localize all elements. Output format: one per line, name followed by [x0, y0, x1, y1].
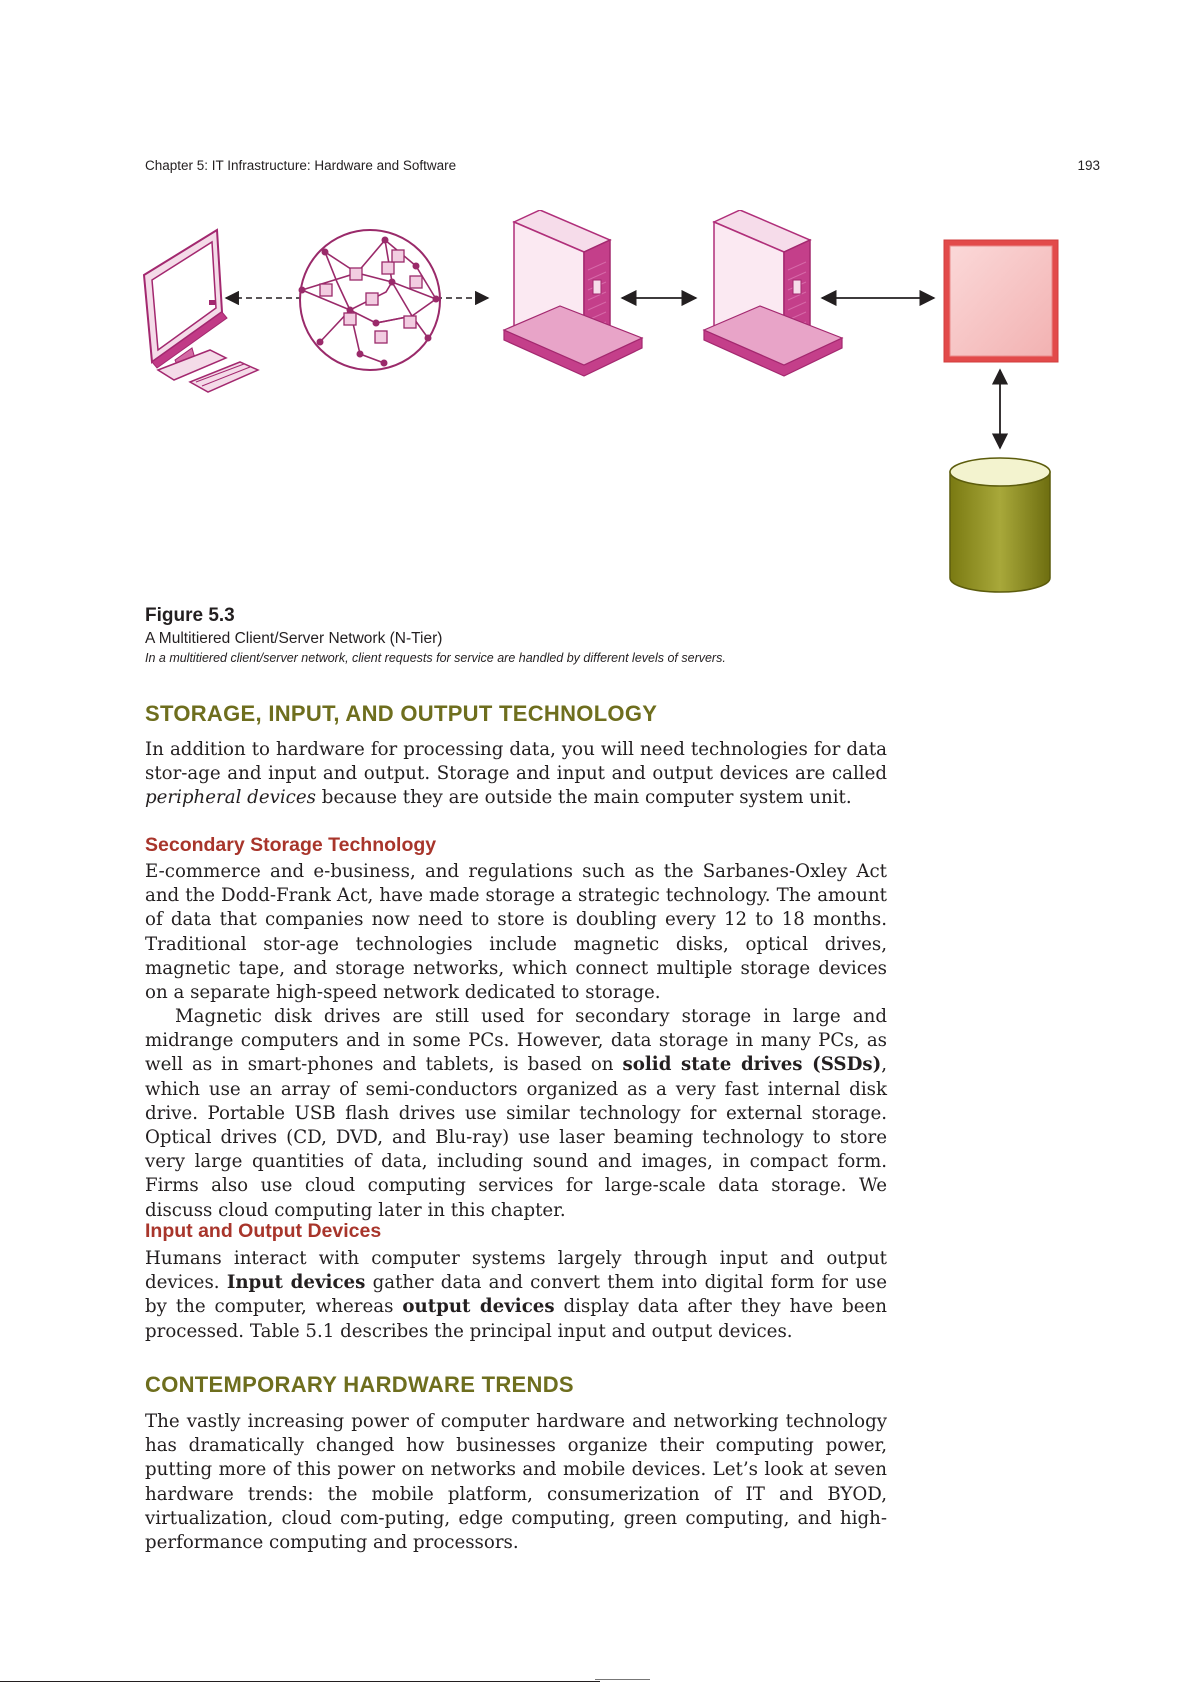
server-1-icon	[504, 210, 642, 376]
paragraph-magnetic-disk: Magnetic disk drives are still used for secondary storage in large and midrange computers and in some PCs. However, data storage in many PCs, as well as in smart-phones and tablets, is based on solid state drives (SSDs), which use an array of semi-conductors organized as a very fast internal disk drive. Portable USB flash drives use similar technology for external storage. Optical drives (CD, DVD, and Blu-ray) use laser beaming technology to store very large quantities of data, including sound and images, in compact form. Firms also use cloud computing services for large-scale data storage. We discuss cloud computing later in this chapter.	[145, 1006, 887, 1221]
figure-title: A Multitiered Client/Server Network (N-Tier)	[145, 630, 443, 647]
subheading-input-output-devices: Input and Output Devices	[145, 1220, 382, 1242]
paragraph-peripheral-devices: In addition to hardware for processing data, you will need technologies for data stor-age and input and output. Storage and input and output devices are called peripheral devices because they are outside the main computer system unit.	[145, 739, 887, 809]
data-server-box-icon	[944, 240, 1058, 362]
running-head	[145, 158, 1100, 178]
paragraph-storage-strategic: E-commerce and e-business, and regulations such as the Sarbanes-Oxley Act and the Dodd-Frank Act, have made storage a strategic technology. The amount of data that companies now need to store is doubling every 12 to 18 months. Traditional stor-age technologies include magnetic disks, optical drives, magnetic tape, and storage networks, which connect multiple storage devices on a separate high-speed network dedicated to storage.	[145, 861, 887, 1004]
server-2-icon	[704, 210, 842, 376]
page-number: 193	[1077, 158, 1100, 173]
database-icon	[950, 458, 1050, 592]
n-tier-network-figure	[130, 210, 1080, 595]
section-heading-hardware-trends: CONTEMPORARY HARDWARE TRENDS	[145, 1372, 574, 1397]
footer-rule	[0, 1681, 600, 1682]
subheading-secondary-storage: Secondary Storage Technology	[145, 834, 437, 856]
footer-mark	[595, 1679, 650, 1680]
figure-description: In a multitiered client/server network, client requests for service are handled by different levels of servers.	[145, 651, 726, 665]
figure-label: Figure 5.3	[145, 605, 235, 626]
network-globe-icon	[299, 230, 441, 370]
section-heading-storage: STORAGE, INPUT, AND OUTPUT TECHNOLOGY	[145, 701, 658, 726]
chapter-title: Chapter 5: IT Infrastructure: Hardware and Software	[145, 158, 457, 173]
paragraph-input-output: Humans interact with computer systems largely through input and output devices. Input devices gather data and convert them into digital form for use by the computer, whereas output devices display data after they have been processed. Table 5.1 describes the principal input and output devices.	[145, 1248, 888, 1342]
paragraph-hardware-trends: The vastly increasing power of computer hardware and networking technology has dramatically changed how businesses organize their computing power, putting more of this power on networks and mobile devices. Let’s look at seven hardware trends: the mobile platform, consumerization of IT and BYOD, virtualization, cloud com-puting, edge computing, green computing, and high-performance computing and processors.	[145, 1411, 887, 1554]
client-computer-icon	[144, 230, 258, 392]
